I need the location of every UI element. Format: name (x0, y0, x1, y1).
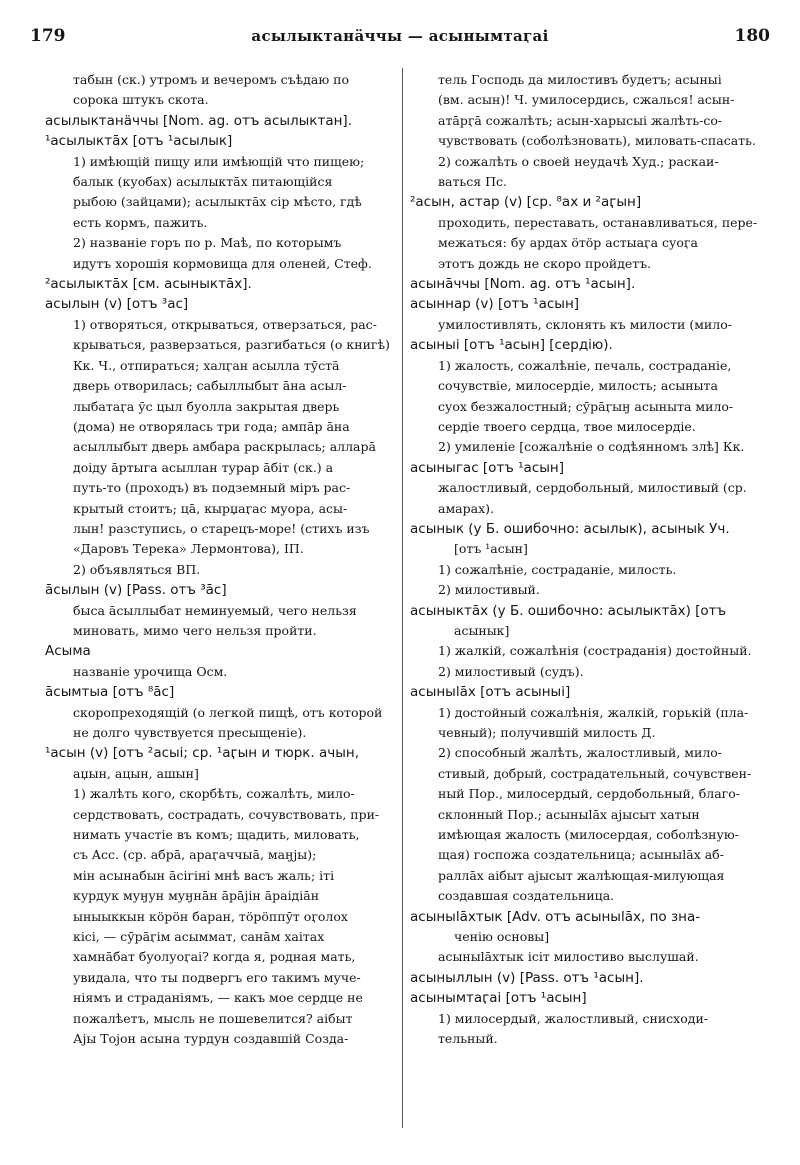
entry-text-line: ніямъ и страданіямъ, — какъ мое сердце не (73, 990, 363, 1006)
entry-text-line: жалостливый, сердобольный, милостивый (ср. (438, 480, 747, 496)
entry-text-line: 1) милосердый, жалостливый, снисходи- (438, 1010, 709, 1026)
entry-text-line: увидала, что ты подвергъ его такимъ муче- (73, 969, 361, 985)
entry-text-line: пожалѣетъ, мысль не пошевелится? аібыт (73, 1010, 353, 1026)
entry-text-line: сердіе твоего сердца, твое милосердіе. (438, 418, 696, 434)
entry-text-line: ваться Пс. (438, 174, 507, 190)
entry-text-line: «Даровъ Терека» Лермонтова), ІП. (73, 541, 304, 557)
entry-text-line: 2) милостивый (судъ). (438, 663, 584, 679)
entry-headword-line: ¹асылыктāх [отъ ¹асылык] (45, 133, 233, 150)
entry-text-line: балык (куобах) асылыктāх питающійся (73, 174, 333, 190)
entry-text-line: этотъ дождь не скоро пройдетъ. (438, 255, 652, 271)
entry-text-line: асыныlāхтык ісіт милостиво выслушай. (438, 949, 699, 965)
entry-text-line: табын (ск.) утромъ и вечеромъ съѣдаю по (73, 72, 350, 87)
entry-text-line: раллāх аібыт аjысыт жалѣющая-милующая (438, 867, 725, 883)
right-column (410, 70, 765, 1050)
entry-text-line: [отъ ¹асын] (454, 541, 528, 557)
entry-text-line: дверь отворилась; сабыллыбыт āна асыл- (73, 378, 347, 394)
right-page-number: 180 (734, 26, 770, 46)
entry-text-line: ыныыккын кöрöн баран, тöрöппӯт оӷолох (73, 908, 348, 924)
entry-text-line: лын! разступись, о старецъ-море! (стихъ изъ (73, 520, 370, 536)
entry-text-line: курдук муӈун муӈнāн āрāјін āраідіāн (73, 888, 320, 904)
entry-text-line: лыбатаӷа ӯс цыл буолла закрытая дверь (73, 398, 340, 414)
column-divider (402, 68, 403, 1128)
entry-text-line: ченію основы] (454, 929, 550, 945)
entry-text-line: 1) жалѣть кого, скорбѣть, сожалѣть, мило- (73, 786, 355, 802)
entry-text-line: 1) сожалѣніе, состраданіе, милость. (438, 561, 677, 577)
entry-headword-line: асынык (у Б. ошибочно: асылык), асыныk Уч. (410, 520, 730, 537)
entry-headword-line: асылыктанäччы [Nom. ag. отъ асылыктан]. (45, 112, 352, 129)
entry-text-line: амарах). (438, 500, 494, 516)
entry-headword-line: āсымтыа [отъ ⁸āс] (45, 684, 175, 701)
entry-text-line: 1) жалость, сожалѣніе, печаль, состраданіе, (438, 357, 732, 373)
entry-text-line: мін асынабын āсігіні мнѣ васъ жаль; іті (73, 867, 335, 883)
entry-headword-line: ²асылыктāх [см. асыныктāх]. (45, 276, 252, 293)
left-column (45, 70, 397, 1050)
entry-text-line: (вм. асын)! Ч. умилосердись, сжалься! асын- (438, 92, 735, 108)
entry-headword-line: āсылын (v) [Pass. отъ ³āс] (45, 582, 227, 599)
entry-text-line: крытый стоитъ; цā, кырџаӷас муора, асы- (73, 500, 348, 516)
entry-text-line: рыбою (зайцами); асылыктāх сір мѣсто, гдѣ (73, 194, 362, 210)
entry-text-line: асынык] (454, 622, 510, 638)
entry-text-line: ный Пор., милосердый, сердобольный, благо- (438, 786, 740, 802)
entry-text-line: тельный. (438, 1031, 498, 1047)
entry-text-line: 2) объявляться ВП. (73, 561, 201, 577)
entry-text-line: 2) сожалѣть о своей неудачѣ Худ.; раскаи- (438, 153, 719, 169)
entry-text-line: 1) имѣющій пищу или имѣющій что пищею; (73, 153, 365, 169)
entry-headword-line: асыныlāх [отъ асыныі] (410, 684, 571, 701)
entry-text-line: чувствовать (соболѣзновать), миловать-спасать. (438, 133, 756, 149)
entry-text-line: суох безжалостный; сӯрāӷыӈ асыныта мило- (438, 398, 734, 414)
entry-text-line: 1) отворяться, открываться, отверзаться, рас- (73, 316, 377, 332)
running-title: асылыктанäччы — асынымтаӷаі (251, 27, 549, 45)
left-page-number: 179 (30, 26, 66, 46)
entry-text-line: быса āсыллыбат неминуемый, чего нельзя (73, 602, 357, 618)
entry-text-line: имѣющая жалость (милосердая, соболѣзную- (438, 827, 739, 843)
entry-text-line: есть кормъ, пажить. (73, 214, 208, 230)
entry-text-line: создавшая создательница. (438, 888, 615, 904)
entry-text-line: миновать, мимо чего нельзя пройти. (73, 622, 317, 638)
entry-headword-line: асыныlāхтык [Adv. отъ асыныlāх, по зна- (410, 908, 701, 925)
entry-headword-line: ¹асын (v) [отъ ²асыі; ср. ¹аӷын и тюрк. ачын, (45, 745, 360, 762)
entry-text-line: Аjы Тоjон асына турдун создавшій Созда- (73, 1031, 349, 1047)
entry-text-line: не долго чувствуется пресыщеніе). (73, 725, 307, 740)
entry-text-line: 1) жалкій, сожалѣнія (состраданія) достойный. (438, 643, 752, 659)
entry-text-line: щая) госпожа создательница; асыныlāх аб- (438, 847, 724, 863)
entry-text-line: крываться, разверзаться, разгибаться (о книгѣ) (73, 337, 390, 353)
entry-text-line: тель Господь да милостивъ будетъ; асыныі (438, 72, 722, 87)
entry-headword-line: асынāччы [Nom. ag. отъ ¹асын]. (410, 276, 636, 293)
entry-text-line: идутъ хорошія кормовища для оленей, Стеф. (73, 255, 372, 271)
entry-text-line: (дома) не отворялась три года; ампāр āна (73, 418, 350, 434)
page-header (30, 26, 770, 56)
entry-text-line: 1) достойный сожалѣнія, жалкій, горькій (пла- (438, 704, 749, 720)
entry-text-line: скоропреходящій (о легкой пищѣ, отъ которой (73, 704, 383, 720)
entry-text-line: хамнāбат буолуоӷаі? когда я, родная мать, (73, 949, 356, 965)
entry-text-line: умилостивлять, склонять къ милости (мило- (438, 316, 732, 332)
entry-text-line: 2) способный жалѣть, жалостливый, мило- (438, 745, 723, 761)
entry-text-line: проходить, переставать, останавливаться, пере- (438, 214, 758, 230)
entry-headword-line: асыныктāх (у Б. ошибочно: асылыктāх) [отъ (410, 602, 727, 619)
entry-text-line: стивый, добрый, сострадательный, сочувствен- (438, 765, 752, 781)
entry-headword-line: асыныі [отъ ¹асын] [сердію). (410, 337, 613, 354)
entry-text-line: аџын, ацын, ашын] (73, 765, 199, 781)
entry-text-line: 2) названіе горъ по р. Маѣ, по которымъ (73, 235, 342, 251)
entry-headword-line: асынымтаӷаі [отъ ¹асын] (410, 990, 587, 1007)
entry-text-line: асыллыбыт дверь амбара раскрылась; алларā (73, 439, 376, 455)
entry-text-line: склонный Пор.; асыныlāх аjысыт хатын (438, 806, 700, 822)
entry-text-line: путь-то (проходъ) въ подземный міръ рас- (73, 480, 351, 496)
entry-text-line: нимать участіе въ комъ; щадить, миловать, (73, 827, 360, 843)
entry-headword-line: асыныллын (v) [Pass. отъ ¹асын]. (410, 969, 644, 986)
entry-text-line: чевный); получившій милость Д. (438, 725, 656, 740)
entry-headword-line: ²асын, астар (v) [ср. ⁸ах и ²аӷын] (410, 194, 642, 211)
entry-headword-line: асыныгас [отъ ¹асын] (410, 459, 564, 476)
entry-text-line: атāрӷā сожалѣть; асын-харысыі жалѣть-со- (438, 112, 723, 128)
entry-headword-line: Асыма (45, 643, 91, 660)
entry-text-line: доіду āртыга асыллан турар āбіт (ск.) а (73, 459, 334, 475)
entry-text-line: кісі, — сӯрāӷім асыммат, санāм хаітах (73, 929, 325, 945)
entry-text-line: межаться: бу ардах öтöр астыаӷа суоӷа (438, 235, 698, 251)
entry-text-line: сердствовать, сострадать, сочувствовать, при- (73, 806, 380, 822)
entry-text-line: сорока штукъ скота. (73, 92, 209, 108)
entry-text-line: сочувствіе, милосердіе, милость; асыныта (438, 378, 718, 394)
entry-text-line: 2) умиленіе [сожалѣніе о содѣянномъ злѣ] Кк. (438, 439, 745, 455)
entry-text-line: Кк. Ч., отпираться; халӷан асылла тӯстā (73, 357, 340, 373)
entry-text-line: названіе урочища Осм. (73, 663, 228, 679)
entry-headword-line: асылын (v) [отъ ³ас] (45, 296, 189, 313)
entry-text-line: съ Acc. (ср. абрā, араӷаччыā, маӈjы); (73, 847, 317, 863)
entry-headword-line: асыннар (v) [отъ ¹асын] (410, 296, 580, 313)
entry-text-line: 2) милостивый. (438, 582, 540, 598)
